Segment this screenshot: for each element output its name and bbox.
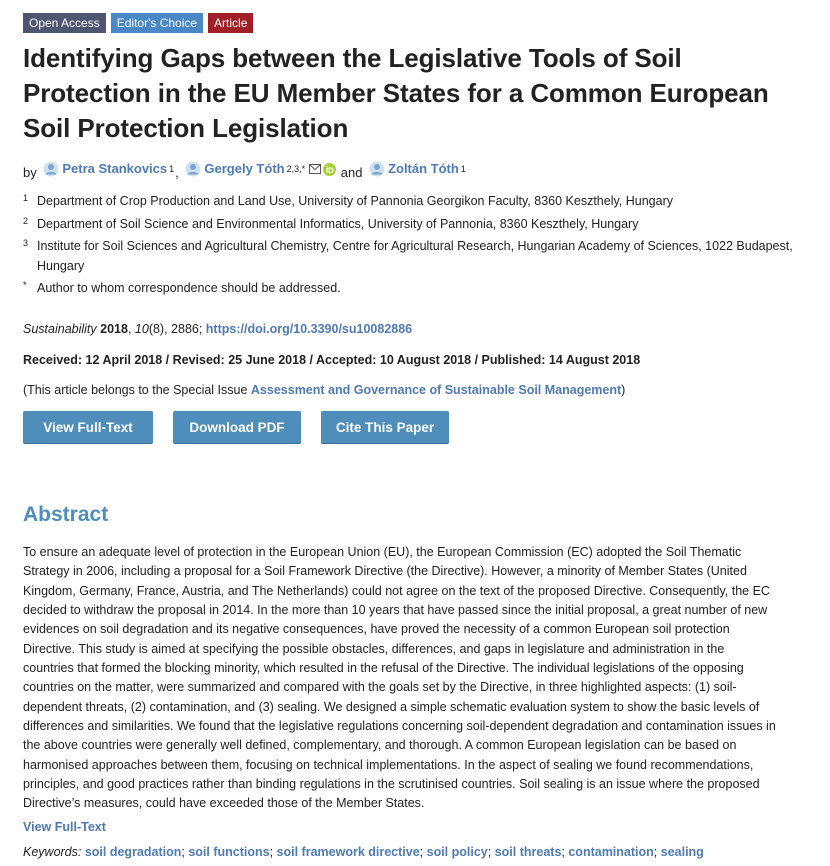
cite-this-paper-button[interactable]: Cite This Paper xyxy=(321,411,449,443)
affiliation-number: 3 xyxy=(23,238,29,248)
keywords-line: Keywords: soil degradation; soil functions; soil framework directive; soil policy; soil threats; contamination; sealing xyxy=(23,845,704,859)
affiliation-list xyxy=(23,192,803,302)
author-affiliation-sup: 2,3,* xyxy=(286,164,306,174)
editors-choice-badge[interactable]: Editor's Choice xyxy=(111,13,203,33)
keyword-link[interactable]: soil policy xyxy=(426,845,488,859)
special-issue-suffix: ) xyxy=(621,383,626,397)
author-affiliation-sup: 1 xyxy=(460,164,466,174)
open-access-badge[interactable]: Open Access xyxy=(23,13,106,33)
keywords-label: Keywords: xyxy=(23,845,82,859)
article-title: Identifying Gaps between the Legislative Tools of Soil Protection in the EU Member States for a Common European Soil Protection Legislation xyxy=(23,43,769,143)
author-name[interactable]: Gergely Tóth xyxy=(204,161,285,176)
affiliation-item xyxy=(23,192,803,212)
action-buttons xyxy=(23,411,449,443)
keyword-link[interactable]: contamination xyxy=(568,845,654,859)
author-1[interactable] xyxy=(43,160,174,178)
keyword-link[interactable]: soil framework directive xyxy=(276,845,420,859)
author-name[interactable]: Petra Stankovics xyxy=(62,161,168,176)
citation-line: Sustainability 2018, 10(8), 2886; https://doi.org/10.3390/su10082886 xyxy=(23,322,413,336)
affiliation-text: Author to whom correspondence should be addressed. xyxy=(37,281,341,295)
abstract-heading: Abstract xyxy=(23,503,109,526)
by-label: by xyxy=(23,165,37,180)
affiliation-text: Department of Soil Science and Environmental Informatics, University of Pannonia, 8360 Keszthely, Hungary xyxy=(37,216,639,231)
affiliation-text: Institute for Soil Sciences and Agricultural Chemistry, Centre for Agricultural Research, Hungarian Academy of Sciences, 1022 Budapest, Hungary xyxy=(37,239,793,273)
view-full-text-button[interactable]: View Full-Text xyxy=(23,411,153,443)
badge-row xyxy=(23,13,253,33)
affiliation-item xyxy=(23,215,803,235)
author-profile-icon xyxy=(185,161,201,177)
keyword-link[interactable]: sealing xyxy=(660,845,704,859)
author-2[interactable] xyxy=(185,160,336,178)
affiliation-number: 1 xyxy=(23,193,29,203)
citation-issue-pages: (8), 2886; xyxy=(148,322,206,336)
author-name[interactable]: Zoltán Tóth xyxy=(388,161,459,176)
affiliation-item xyxy=(23,279,803,299)
abstract-text: To ensure an adequate level of protection in the European Union (EU), the European Commission (EC) adopted the Soil Thematic Strategy in 2006, including a proposal for a Soil Framework Directive (the Directive). However, a minority of Member States (United Kingdom, Germany, France, Austria, and The Netherlands) could not agree on the text of the proposed Directive. Consequently, the EC decided to withdraw the proposal in 2014. In the more than 10 years that have passed since the initial proposal, a great number of new evidences on soil degradation and its negative consequences, have proved the necessity of a common European soil protection Directive. This study is aimed at specifying the possible obstacles, differences, and gaps in legislature and administration in the countries that formed the blocking minority, which resulted in the refusal of the Directive. The individual legislations of the opposing countries on the matter, were summarized and compared with the goals set by the Directive, in three highlighted aspects: (1) soil-dependent threats, (2) contamination, and (3) sealing. We designed a simple schematic evaluation system to show the basic levels of differences and similarities. We found that the legislative regulations concerning soil-dependent degradation and contamination issues in the above countries were generally well defined, complementary, and thorough. A common European legislation can be based on harmonised approaches between them, focusing on technical implementations. In the aspect of sealing we found recommendations, principles, and good practices rather than binding regulations in the scrutinised countries. Soil sealing is an issue where the proposed Directive’s measures, could have exceeded those of the Member States. xyxy=(23,545,776,811)
author-list xyxy=(23,160,466,182)
special-issue-prefix: (This article belongs to the Special Issue xyxy=(23,383,251,397)
download-pdf-button[interactable]: Download PDF xyxy=(173,411,301,443)
author-profile-icon xyxy=(369,161,385,177)
citation-year: 2018 xyxy=(100,322,128,336)
author-affiliation-sup: 1 xyxy=(169,164,175,174)
email-icon[interactable] xyxy=(309,164,321,174)
citation-volume: 10 xyxy=(134,322,149,336)
affiliation-text: Department of Crop Production and Land Use, University of Pannonia Georgikon Faculty, 8360 Keszthely, Hungary xyxy=(37,194,673,208)
orcid-icon[interactable] xyxy=(323,163,336,176)
author-profile-icon xyxy=(43,161,59,177)
article-type-badge: Article xyxy=(208,13,253,33)
keyword-link[interactable]: soil degradation xyxy=(84,845,182,859)
doi-link[interactable]: https://doi.org/10.3390/su10082886 xyxy=(205,322,413,336)
special-issue-link[interactable]: Assessment and Governance of Sustainable Soil Management xyxy=(250,383,622,397)
author-separator: , xyxy=(175,165,179,180)
affiliation-item xyxy=(23,237,803,276)
publication-dates: Received: 12 April 2018 / Revised: 25 June 2018 / Accepted: 10 August 2018 / Published: 14 August 2018 xyxy=(23,353,641,367)
keyword-link[interactable]: soil functions xyxy=(188,845,270,859)
and-label: and xyxy=(340,165,363,180)
special-issue-line xyxy=(23,381,625,399)
keyword-link[interactable]: soil threats xyxy=(494,845,562,859)
journal-name: Sustainability xyxy=(23,322,97,336)
author-3[interactable] xyxy=(369,160,466,178)
abstract-view-full-text-link[interactable]: View Full-Text xyxy=(23,820,106,834)
affiliation-number: * xyxy=(23,280,27,290)
affiliation-number: 2 xyxy=(23,215,29,226)
